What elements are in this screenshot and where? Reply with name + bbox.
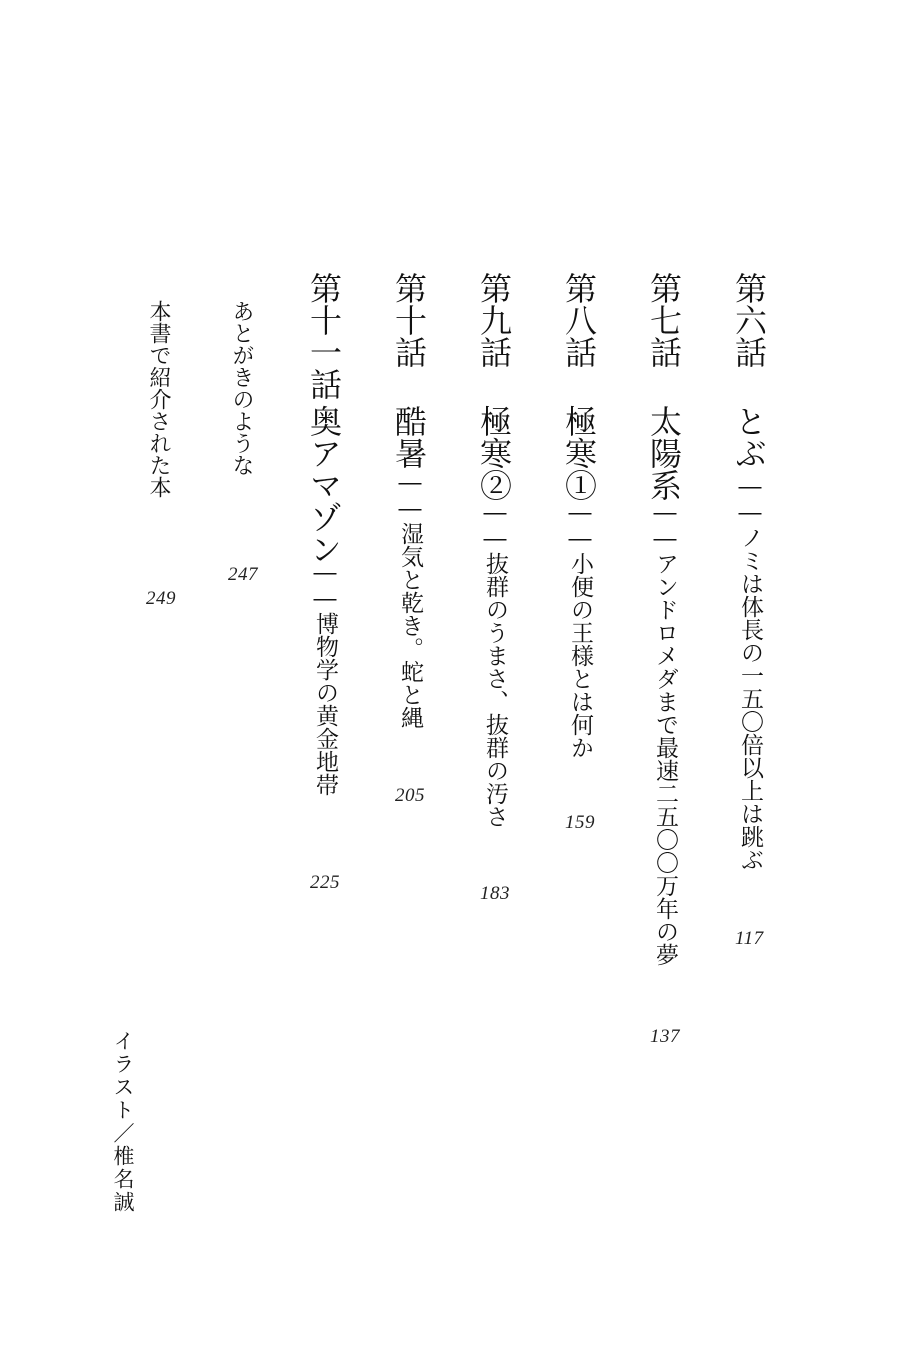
toc-afterword-page: 247 — [228, 564, 258, 585]
toc-chapter-9-number: 第九話 — [475, 272, 513, 368]
toc-books-page: 249 — [146, 588, 176, 609]
toc-chapter-10-title: 酷暑 — [390, 405, 428, 469]
toc-chapter-11-page: 225 — [310, 872, 340, 893]
toc-chapter-8-number: 第八話 — [560, 272, 598, 368]
toc-afterword-title: あとがきのような — [229, 300, 254, 476]
toc-chapter-6-number: 第六話 — [730, 272, 768, 368]
toc-chapter-6-page: 117 — [735, 928, 764, 949]
toc-chapter-8-title: 極寒① — [560, 405, 598, 501]
toc-chapter-7-title: 太陽系 — [645, 405, 683, 501]
toc-chapter-10-number: 第十話 — [390, 272, 428, 368]
toc-chapter-7-subtitle: ――アンドロメダまで最速二五〇〇万年の夢 — [652, 500, 678, 966]
toc-chapter-6-subtitle: ――ノミは体長の一五〇倍以上は跳ぶ — [737, 474, 763, 871]
toc-chapter-10-subtitle: ――湿気と乾き。蛇と縄 — [397, 470, 423, 729]
toc-chapter-7-page: 137 — [650, 1026, 680, 1047]
toc-chapter-10-page: 205 — [395, 785, 425, 806]
toc-chapter-7-number: 第七話 — [645, 272, 683, 368]
illustration-credit: イラスト／椎名誠 — [111, 1030, 135, 1214]
toc-chapter-8-page: 159 — [565, 812, 595, 833]
toc-books-title: 本書で紹介された本 — [146, 300, 171, 498]
toc-chapter-9-subtitle: ――抜群のうまさ、抜群の汚さ — [482, 500, 508, 828]
toc-chapter-11-subtitle: ――博物学の黄金地帯 — [312, 560, 338, 796]
toc-chapter-8-subtitle: ――小便の王様とは何か — [567, 500, 593, 759]
toc-chapter-11-title: 奥アマゾン — [305, 405, 343, 565]
toc-chapter-9-page: 183 — [480, 883, 510, 904]
toc-chapter-11-number: 第十一話 — [305, 272, 343, 400]
toc-chapter-6-title: とぶ — [730, 405, 768, 469]
toc-chapter-9-title: 極寒② — [475, 405, 513, 501]
